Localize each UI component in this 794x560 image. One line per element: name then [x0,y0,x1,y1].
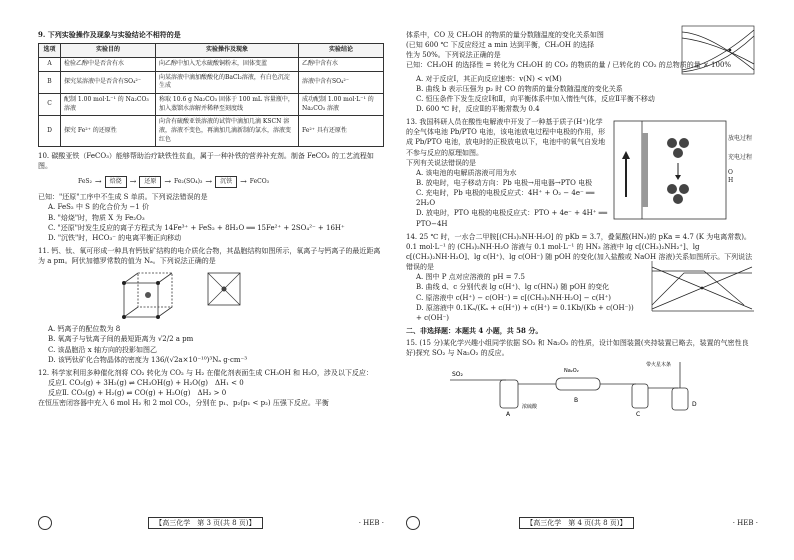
table-cell: 向乙醇中加入无水硫酸铜粉末，固体变蓝 [156,57,299,71]
q9-header: 实验操作及现象 [156,44,299,58]
table-cell: C [39,93,61,115]
arrow-icon: → [240,177,247,187]
table-cell: 向含有硫酸亚铁溶液的试管中滴加几滴 KSCN 溶液，溶液不变色，再滴加几滴新制的氯水，溶液变红色 [156,116,299,147]
option: A. 钙离子的配位数为 8 [48,325,121,334]
q9-header: 实验结论 [299,44,384,58]
battery-legend [728,135,758,186]
flow-step: 焙烧 [105,176,127,189]
option: A. 对于反应Ⅰ，其正向反应速率：v(N) < v(M) [416,74,562,83]
option: D. 该钙钛矿化合物晶体的密度为 136/(√2a×10⁻¹⁰)³Nₐ g·cm⁻³ [48,355,248,364]
q12-line: (已知 600 ℃ 下反应经过 a min 达到平衡，CH₃OH 的选择 [406,41,595,50]
option: D. 放电时，PTO 电极的电极反应式：PTO + 4e⁻ + 4H⁺ ══ PTO−4H [416,209,608,228]
option: D. "沉铁"时，HCO₃⁻ 的电离平衡正向移动 [48,233,182,242]
option: B. "焙烧"时，物质 X 为 Fe₂O₃ [48,213,145,222]
label-c: C [636,411,641,419]
table-cell: 探究某溶液中是否含有SO₄²⁻ [61,71,156,93]
flow-step: Fe₂(SO₄)₃ [174,177,203,185]
arrow-icon: → [205,177,213,187]
legend-entry: O [728,168,733,176]
option: D. 原溶液中 0.1Kₐ/(Kₐ + c(H⁺)) + c(H⁺) = 0.1Kb/(Kb + c(OH⁻)) + c(OH⁻) [416,303,634,322]
label-a: A [506,411,511,419]
q10-note: 已知："还原"工序中不生成 S 单质。下列说法错误的是 [38,193,208,202]
reaction-2: 反应Ⅱ. CO₂(g) + H₂(g) ⇌ CO(g) + H₂O(g) ΔH₂ > 0 [48,389,227,398]
question-11 [38,246,384,365]
legend-entry: H [728,177,734,185]
question-15 [406,338,758,421]
page-number: 【高三化学 第 4 页(共 8 页)】 [519,517,633,529]
option: B. 曲线 b 表示压强为 p₂ 时 CO 的物质的量分数随温度的变化关系 [416,84,623,93]
q14-graph [644,259,758,319]
q10-stem: 10. 碳酸亚铁（FeCO₃）能够帮助治疗缺铁性贫血，属于一种补铁的营养补充剂。制备 FeCO₃ 的工艺流程如图。 [38,152,374,171]
unit-cell-figure [118,269,180,321]
page-number: 【高三化学 第 3 页(共 8 页)】 [148,517,262,529]
arrow-icon: → [164,177,172,187]
table-row [39,57,384,71]
q11-stem: 11. 钙、钛、氧可形成一种具有钙钛矿结构的电介质化合物，其晶胞结构如图所示，氧离子与钙离子的最近距离为 a pm。阿伏加德罗常数的值为 Nₐ。下列说法正确的是 [38,247,381,266]
table-cell: Fe²⁺ 具有还原性 [299,116,384,147]
table-cell: 成功配制 1.00 mol·L⁻¹ 的 Na₂CO₃ 溶液 [299,93,384,115]
q14-stem: 14. 25 ℃ 时，一水合二甲胺[(CH₃)₂NH·H₂O] 的 pKb = 3.7，叠氮酸(HN₃)的 pKa = 4.7 (K 为电离常数)。0.1 mol·L⁻¹ 的 (CH₃)₂NH·H₂O 溶液与 0.1 mol·L⁻¹ 的 HN₃ 溶液中 lg c[(CH₃)₂NH₂⁺]、lg c[(CH₃)₂NH·H₂O]、lg c(H⁺)、lg c(OH⁻) 随 pOH 的变化(加入盐酸或 NaOH 溶液)关系如图所示。下列说法错误的是 [406,232,753,272]
q15-stem: 15. (15 分)某化学兴趣小组同学依据 SO₂ 和 Na₂O₂ 的性质，设计如图装置(夹持装置已略去，装置的气密性良好)探究 SO₂ 与 Na₂O₂ 的反应。 [406,339,749,358]
table-row [39,116,384,147]
q13-question: 下列有关说法错误的是 [406,158,476,167]
table-cell: 溶液中含有SO₄²⁻ [299,71,384,93]
arrow-icon: → [129,177,137,187]
seal-icon [38,516,52,530]
q12-graph [670,24,758,84]
apparatus-diagram [446,358,706,418]
label-so2: SO₂ [452,371,463,379]
option: D. 600 ℃ 时，反应Ⅱ的平衡常数为 0.4 [416,104,540,113]
q9-header: 选项 [39,44,61,58]
label-acid: 浓硫酸 [522,404,538,411]
table-row [39,93,384,115]
table-cell: 乙醇中含有水 [299,57,384,71]
q10-flow-diagram [78,176,384,189]
flow-step: FeCO₃ [249,177,270,185]
footer-code: · HEB · [358,518,384,527]
label-splint: 带火星木条 [646,362,672,369]
flow-step: 沉铁 [215,176,237,189]
option: C. 该晶胞沿 x 轴方向的投影如图乙 [48,345,157,354]
table-cell: 向某溶液中滴加酸酸化的BaCl₂溶液，有白色沉淀生成 [156,71,299,93]
table-cell: 称取 10.6 g Na₂CO₃ 固体于 100 mL 容量瓶中，加入蒸馏水溶解并稀释至刻度线 [156,93,299,115]
question-12-continued [406,30,758,71]
option: A. 该电池的电解质溶液可用为水 [416,168,517,177]
q9-table [38,43,384,147]
option: B. 放电时，电子移动方向：Pb 电极→用电器→PTO 电极 [416,178,593,187]
question-12 [38,368,384,409]
left-footer [38,516,384,530]
footer-code: · HEB · [732,518,758,527]
q12-line: 体系中，CO 及 CH₃OH 的物质的量分数随温度的变化关系如图 [406,31,604,39]
label-b: B [574,397,579,405]
option: B. 曲线 d、c 分别代表 lg c(H⁺)、lg c(HN₃) 随 pOH 的变化 [416,283,610,292]
section-title: 二、非选择题：本题共 4 小题，共 58 分。 [406,325,543,335]
option: A. FeS₂ 中 S 的化合价为 −1 价 [48,203,149,212]
legend-entry: 充电过程 [728,153,753,161]
projection-figure [204,269,244,309]
option: C. 恒压条件下发生反应Ⅰ和Ⅱ，向平衡体系中加入惰性气体，反应Ⅱ平衡不移动 [416,94,655,103]
option: B. 氧离子与钛离子间的最短距离为 √2/2 a pm [48,335,194,344]
label-d: D [692,401,697,409]
right-page [406,30,758,530]
option: C. 原溶液中 c(H⁺) − c(OH⁻) = c[(CH₃)₂NH·H₂O] − c(H⁺) [416,293,612,302]
table-cell: A [39,57,61,71]
q9-header: 实验目的 [61,44,156,58]
option: A. 图中 P 点对应溶液的 pH = 7.5 [416,273,525,282]
q9-stem: 9. 下列实验操作及现象与实验结论不相符的是 [38,30,181,39]
question-9 [38,30,384,147]
battery-diagram [612,119,728,221]
legend-entry: 放电过程 [728,135,753,143]
q12-line: 已知：CH₃OH 的选择性 = 转化为 CH₃OH 的 CO₂ 的物质的量 / 已转化的 CO₂ 的总物质的量 × 100% [406,61,732,70]
arrow-icon: → [94,177,102,187]
question-10 [38,151,384,243]
reaction-1: 反应Ⅰ. CO₂(g) + 3H₂(g) ⇌ CH₃OH(g) + H₂O(g) ΔH₁ < 0 [48,378,244,387]
option: C. "还原"时发生反应的离子方程式为 14Fe³⁺ + FeS₂ + 8H₂O ══ 15Fe²⁺ + 2SO₄²⁻ + 16H⁺ [48,223,345,232]
q12-line: 性为 50%。下列说法正确的是 [406,51,501,60]
question-14 [406,232,758,323]
seal-icon [406,516,420,530]
question-13 [406,117,758,229]
q12-stem: 12. 科学家利用多种催化剂将 CO₂ 转化为 CO₂ 与 H₂ 在催化剂表面生成 CH₃OH 和 H₂O，涉及以下反应： [38,368,373,377]
q12-tail: 在恒压密闭容器中充入 6 mol H₂ 和 2 mol CO₂，分别在 p₁、p₂(p₁ < p₂) 压强下反应。平衡 [38,399,329,408]
table-cell: 配制 1.00 mol·L⁻¹ 的 Na₂CO₃ 溶液 [61,93,156,115]
crystal-figures [118,269,384,321]
table-cell: 探究 Fe²⁺ 的还原性 [61,116,156,147]
table-cell: D [39,116,61,147]
flow-step: FeS₂ [78,177,92,185]
table-row [39,71,384,93]
label-na2o2: Na₂O₂ [564,368,579,375]
option: C. 充电时，Pb 电极的电极反应式：4H⁺ + O₂ − 4e⁻ ══ 2H₂O [416,189,595,208]
flow-step: 还原 [139,176,161,189]
table-cell: 检验乙醇中是否含有水 [61,57,156,71]
table-cell: B [39,71,61,93]
left-page [38,30,384,530]
q13-stem: 13. 我国科研人员在酸性电解液中开发了一种基于质子(H⁺)化学的全气体电池 Pb/PTO 电池，该电池放电过程中电极的作用，形成 Pb/PTO 电池，放电时的正极放电以下，电池中的氧气自发地不参与反应的原理如图。 [406,118,606,157]
right-footer [406,516,758,530]
